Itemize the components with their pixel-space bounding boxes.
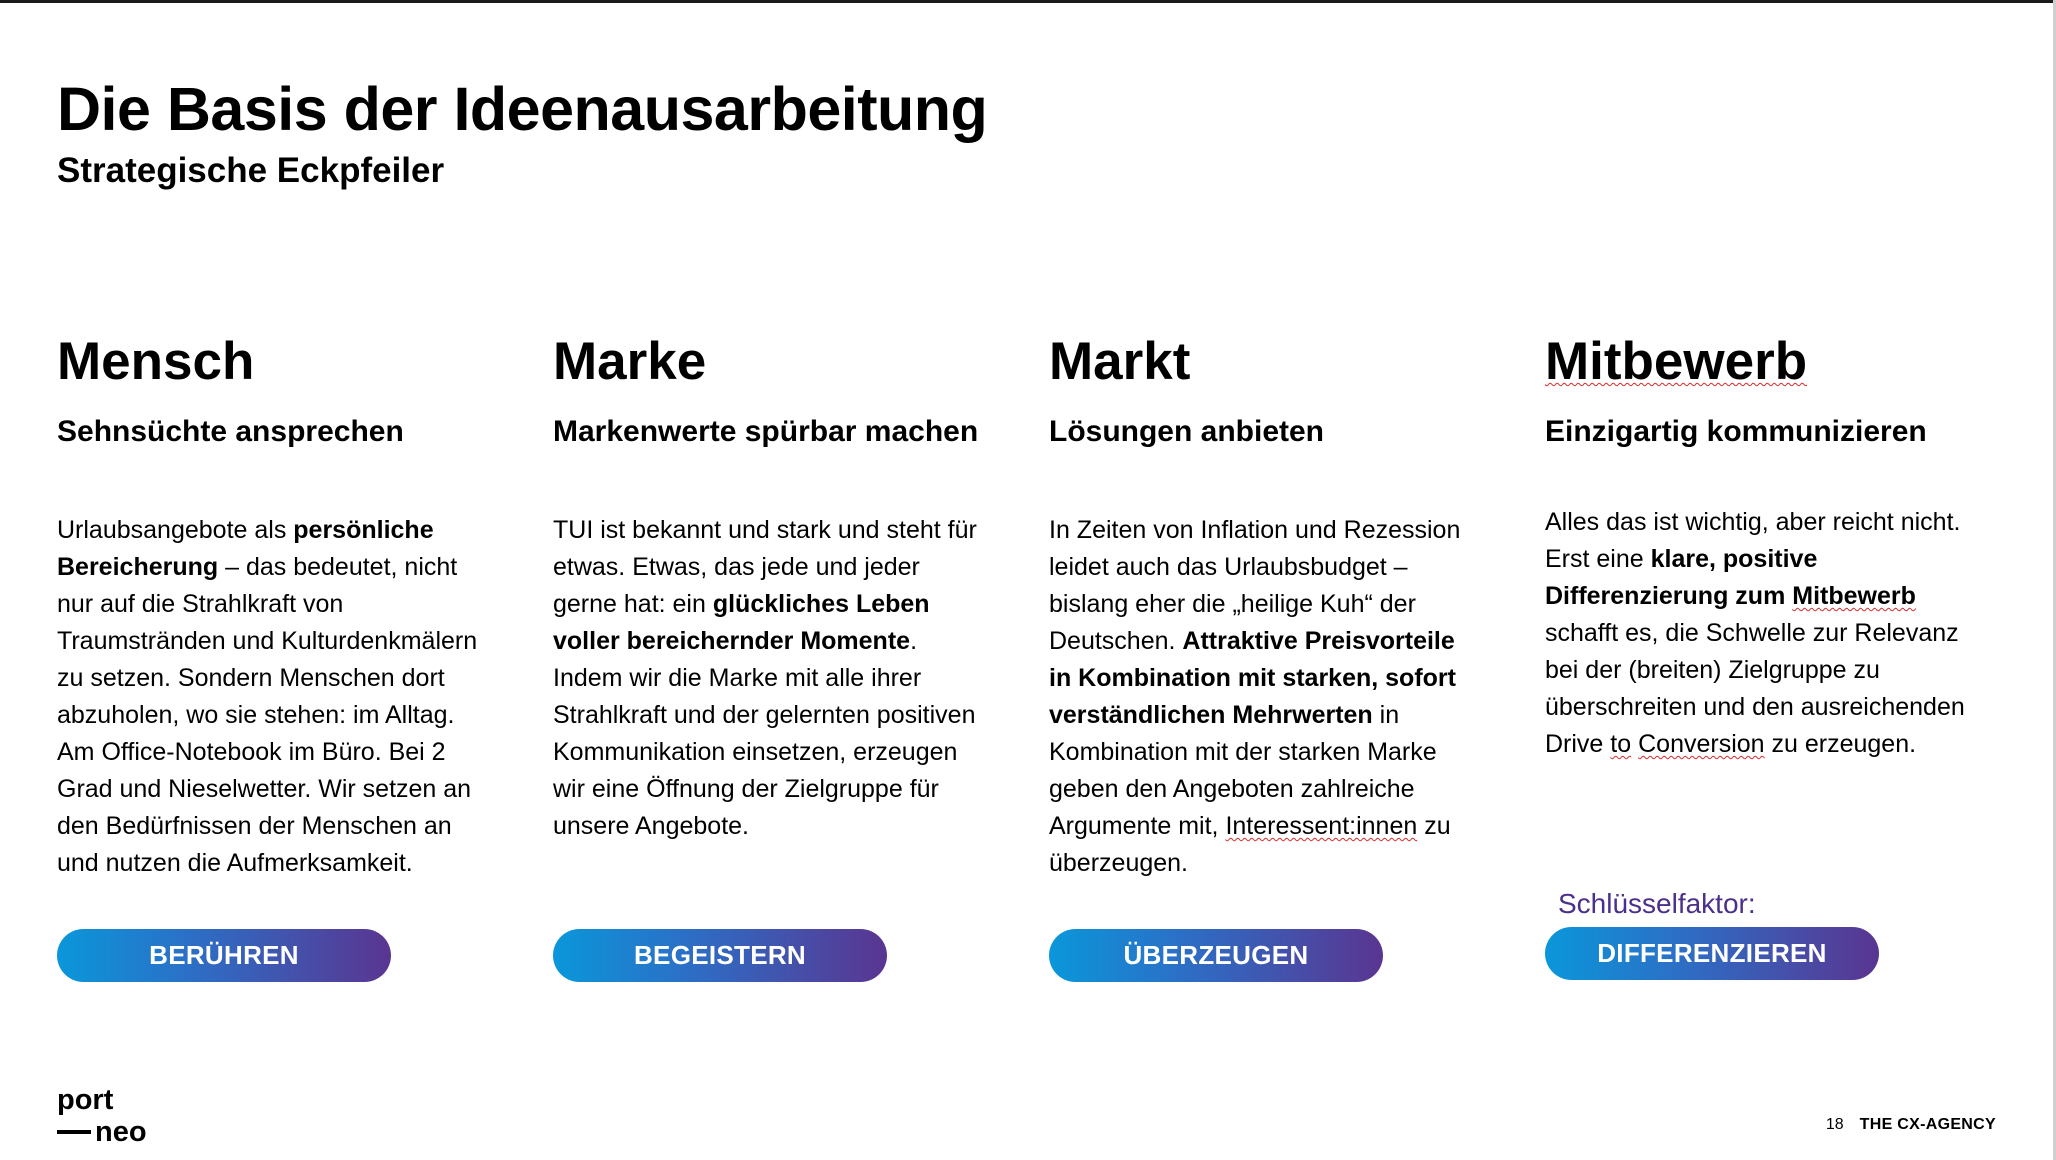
column-mitbewerb xyxy=(1545,332,1975,758)
column-heading: Mensch xyxy=(57,332,255,391)
column-body xyxy=(57,512,487,882)
column-heading: Marke xyxy=(553,332,707,391)
button-label: ÜBERZEUGEN xyxy=(1123,940,1309,970)
body-text: TUI ist bekannt und stark und steht für etwas. Etwas, das jede und jeder gerne hat: ein xyxy=(553,516,977,618)
column-mensch xyxy=(57,332,487,877)
button-label: BERÜHREN xyxy=(149,940,299,970)
body-text: in Kombination mit der starken Marke geben den Angeboten zahlreiche Argumente mit, xyxy=(1049,701,1437,840)
column-heading: Markt xyxy=(1049,332,1191,391)
body-text: Urlaubsangebote als xyxy=(57,516,294,544)
column-heading xyxy=(1545,334,1975,390)
begeistern-button[interactable] xyxy=(553,929,887,982)
body-text: In Zeiten von Inflation und Rezession leidet auch das Urlaubsbudget – bislang eher die „heilige Kuh“ der Deutschen. xyxy=(1049,516,1461,655)
column-subheading: Sehnsüchte ansprechen xyxy=(57,415,404,448)
key-factor-label: Schlüsselfaktor: xyxy=(1558,888,1756,919)
logo-text-top: port xyxy=(57,1084,114,1116)
body-text: Interessent:innen xyxy=(1225,812,1418,840)
body-text: zu erzeugen. xyxy=(1764,730,1917,758)
column-subheading: Markenwerte spürbar machen xyxy=(553,415,979,448)
body-text: to xyxy=(1610,730,1632,758)
body-emphasis: glückliches Leben voller bereichernder Momente xyxy=(553,590,930,655)
body-text: Conversion xyxy=(1638,730,1765,758)
body-emphasis: klare, positive Differenzierung zum xyxy=(1545,545,1818,610)
column-subheading: Einzigartig kommunizieren xyxy=(1545,415,1927,448)
logo-bottom-row xyxy=(57,1118,157,1146)
slide-title: Die Basis der Ideenausarbeitung xyxy=(57,75,988,143)
button-label: BEGEISTERN xyxy=(633,940,807,970)
column-markt xyxy=(1049,332,1479,877)
body-text: . Indem wir die Marke mit alle ihrer Strahlkraft und der gelernten positiven Kommunikation einsetzen, erzeugen wir eine Öffnung der Zielgruppe für unsere Angebote. xyxy=(553,627,976,840)
top-border xyxy=(0,0,2056,3)
body-emphasis: Mitbewerb xyxy=(1792,582,1916,610)
logo-dash xyxy=(57,1130,91,1134)
porneo-logo xyxy=(57,1086,157,1146)
column-marke xyxy=(553,332,983,840)
column-body xyxy=(1545,504,1975,763)
body-emphasis: persönliche Bereicherung xyxy=(57,516,434,581)
body-text: schafft es, die Schwelle zur Relevanz bei der (breiten) Zielgruppe zu überschreiten und den ausreichenden Drive xyxy=(1545,619,1965,758)
body-text: Alles das ist wichtig, aber reicht nicht. Erst eine xyxy=(1545,508,1961,573)
footer-right xyxy=(1826,1116,1996,1134)
column-body xyxy=(553,512,983,845)
logo-text-bottom: neo xyxy=(95,1116,147,1148)
differenzieren-button[interactable] xyxy=(1545,927,1879,980)
agency-name: THE CX-AGENCY xyxy=(1859,1116,1996,1133)
slide-subtitle: Strategische Eckpfeiler xyxy=(57,151,445,190)
ueberzeugen-button[interactable] xyxy=(1049,929,1383,982)
column-body xyxy=(1049,512,1479,882)
column-subheading: Lösungen anbieten xyxy=(1049,415,1325,448)
page-number: 18 xyxy=(1825,1116,1844,1133)
button-label: DIFFERENZIEREN xyxy=(1597,938,1827,968)
body-text: zu überzeugen. xyxy=(1049,812,1451,877)
beruehren-button[interactable] xyxy=(57,929,391,982)
column-heading-text: Mitbewerb xyxy=(1545,332,1808,391)
body-text: – das bedeutet, nicht nur auf die Strahlkraft von Traumstränden und Kulturdenkmälern zu setzen. Sondern Menschen dort abzuholen, wo sie stehen: im Alltag. Am Office-Notebook im Büro. Bei 2 Grad und Nieselwetter. Wir setzen an den Bedürfnissen der Menschen an und nutzen die Aufmerksamkeit. xyxy=(57,553,478,877)
body-emphasis: Attraktive Preisvorteile in Kombination mit starken, sofort verständlichen Mehrwerten xyxy=(1049,627,1456,729)
